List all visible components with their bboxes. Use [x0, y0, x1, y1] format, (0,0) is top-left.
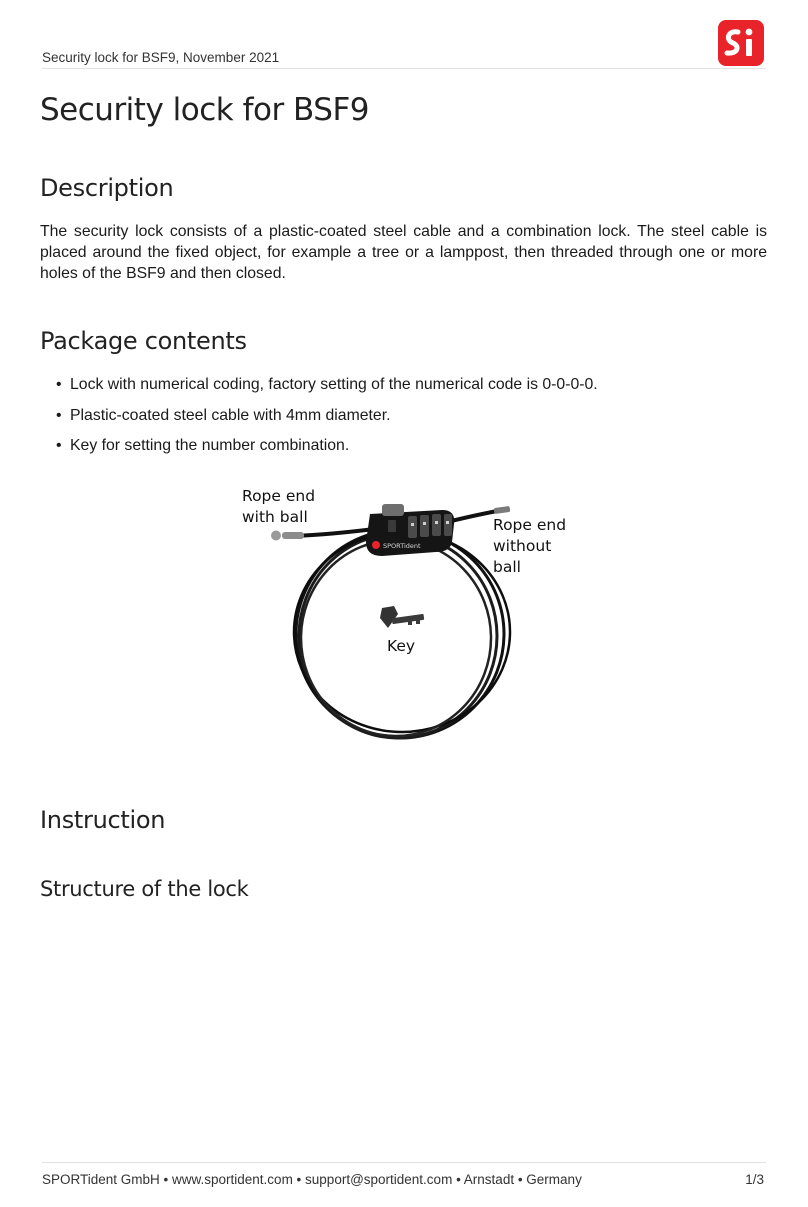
instruction-heading: Instruction: [40, 806, 166, 834]
package-contents-list: [56, 374, 598, 466]
header-divider: [42, 68, 766, 69]
label-key: Key: [387, 637, 416, 655]
page-title: Security lock for BSF9: [40, 92, 370, 128]
description-text: The security lock consists of a plastic-coated steel cable and a combination lock. The steel cable is placed around the fixed object, for example a tree or a lamppost, then threaded through one or more holes of the BSF9 and then closed.: [40, 223, 767, 282]
description-heading: Description: [40, 174, 174, 202]
rope-end-ball: [271, 531, 304, 541]
structure-subheading: Structure of the lock: [40, 877, 249, 901]
label-rope-end-without-ball: Rope end without ball: [493, 516, 567, 576]
footer-divider: [42, 1162, 766, 1163]
page-number: 1/3: [745, 1172, 764, 1187]
page-header: Security lock for BSF9, November 2021: [42, 50, 280, 65]
key-icon: [380, 606, 424, 628]
svg-text:SPORTident: SPORTident: [383, 542, 421, 550]
package-contents-heading: Package contents: [40, 327, 247, 355]
lock-figure: [232, 480, 578, 746]
list-item: • Lock with numerical coding, factory setting of the numerical code is 0-0-0-0.: [56, 376, 598, 393]
combination-lock: [366, 504, 454, 556]
label-rope-end-with-ball: Rope end with ball: [242, 487, 316, 526]
page-footer: SPORTident GmbH • www.sportident.com • support@sportident.com • Arnstadt • Germany: [42, 1172, 582, 1187]
list-item: • Plastic-coated steel cable with 4mm diameter.: [56, 406, 391, 424]
si-logo-icon: [718, 20, 764, 66]
list-item: • Key for setting the number combination.: [56, 437, 350, 454]
